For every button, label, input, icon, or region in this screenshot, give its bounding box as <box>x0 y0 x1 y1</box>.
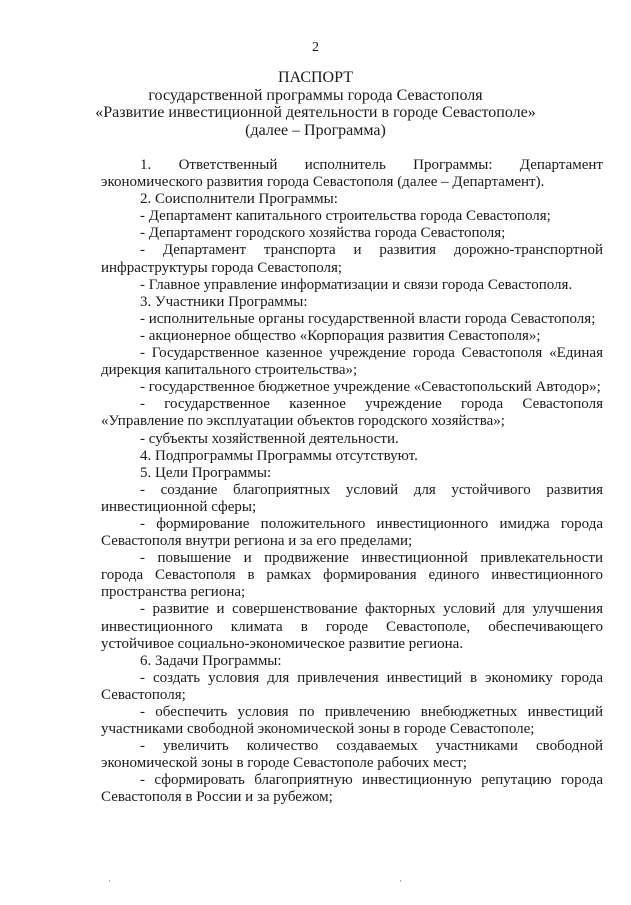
paragraph: - увеличить количество создаваемых участниками свободной экономической зоны в городе Севастополе рабочих мест; <box>101 738 603 772</box>
paragraph: 3. Участники Программы: <box>140 293 308 310</box>
heading-line-3: (далее – Программа) <box>245 121 386 139</box>
document-heading <box>0 69 631 139</box>
paragraph: - развитие и совершенствование факторных условий для улучшения инвестиционного климата в городе Севастополе, обеспечивающего устойчивое социально-экономическое развитие региона. <box>101 601 603 652</box>
paragraph: - Главное управление информатизации и связи города Севастополя. <box>140 276 573 293</box>
paragraph: - сформировать благоприятную инвестиционную репутацию города Севастополя в России и за рубежом; <box>101 772 603 806</box>
paragraph: - создание благоприятных условий для устойчивого развития инвестиционной сферы; <box>101 481 603 515</box>
paragraph: - создать условия для привлечения инвестиций в экономику города Севастополя; <box>101 669 603 703</box>
paragraph: - Департамент городского хозяйства города Севастополя; <box>140 225 506 242</box>
paragraph: - формирование положительного инвестиционного имиджа города Севастополя внутри региона и за его пределами; <box>101 515 603 550</box>
heading-line-1: государственной программы города Севастополя <box>148 86 483 104</box>
heading-line-2: «Развитие инвестиционной деятельности в городе Севастополе» <box>95 104 536 121</box>
paragraph: - Департамент транспорта и развития дорожно-транспортной инфраструктуры города Севастополя; <box>101 242 603 276</box>
page-number: 2 <box>312 40 319 55</box>
scan-speck: · <box>399 876 402 886</box>
paragraph: - государственное казенное учреждение города Севастополя «Управление по эксплуатации объектов городского хозяйства»; <box>101 396 603 430</box>
paragraph: - Департамент капитального строительства города Севастополя; <box>140 208 551 225</box>
heading-title: ПАСПОРТ <box>278 69 353 86</box>
paragraph: - повышение и продвижение инвестиционной привлекательности города Севастополя в рамках формирования единого инвестиционного пространства региона; <box>101 550 603 601</box>
paragraph: - субъекты хозяйственной деятельности. <box>140 430 399 447</box>
paragraph: - Государственное казенное учреждение города Севастополя «Единая дирекция капитального строительства»; <box>101 345 603 379</box>
paragraph: 2. Соисполнители Программы: <box>140 191 338 208</box>
scan-speck: · <box>108 876 111 886</box>
paragraph: - исполнительные органы государственной власти города Севастополя; <box>140 310 596 327</box>
paragraph: 1. Ответственный исполнитель Программы: Департамент экономического развития города Севастополя (далее – Департамент). <box>101 157 603 191</box>
paragraph: - обеспечить условия по привлечению внебюджетных инвестиций участниками свободной экономической зоны в городе Севастополе; <box>101 704 603 738</box>
paragraph: - государственное бюджетное учреждение «Севастопольский Автодор»; <box>140 379 601 396</box>
document-body <box>101 157 603 807</box>
paragraph: - акционерное общество «Корпорация развития Севастополя»; <box>140 327 541 344</box>
paragraph: 5. Цели Программы: <box>140 464 272 481</box>
paragraph: 4. Подпрограммы Программы отсутствуют. <box>140 447 418 464</box>
paragraph: 6. Задачи Программы: <box>140 652 282 669</box>
